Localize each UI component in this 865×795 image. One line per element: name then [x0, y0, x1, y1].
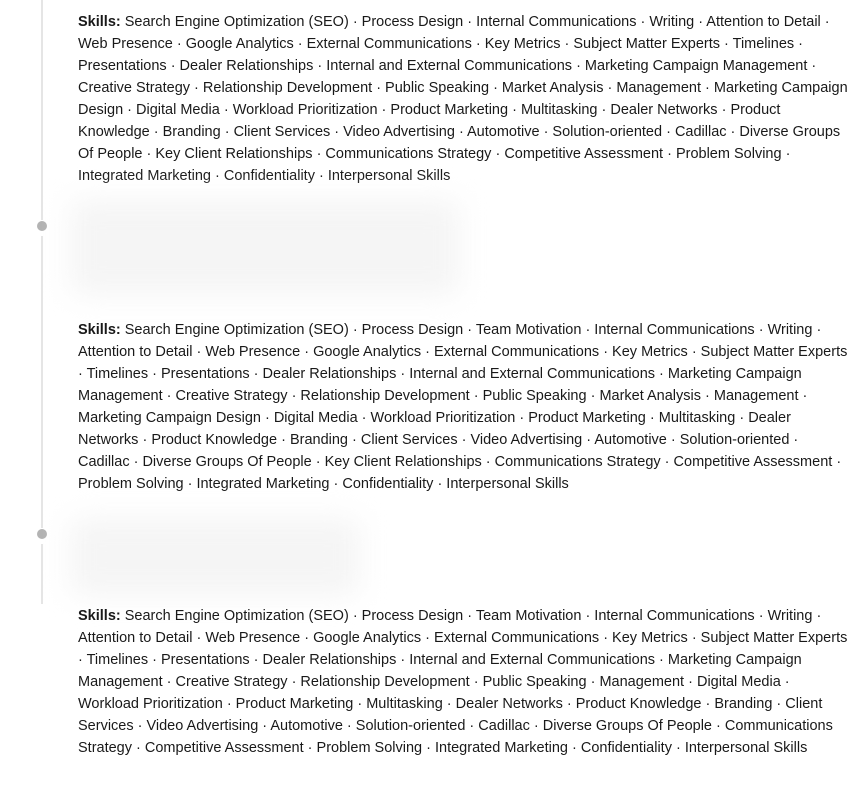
skills-list: Search Engine Optimization (SEO) · Process Design · Internal Communications · Writing · Attention to Detail · Web Presence · Google Analytics · External Communications · Key Metrics · Subject Matter Experts · Timelines · Presentations · Dealer Relationships · Internal and External Communications · Marketing Campaign Management · Creative Strategy · Relationship Development · Public Speaking · Market Analysis · Management · Marketing Campaign Design · Digital Media · Workload Prioritization · Product Marketing · Multitasking · Dealer Networks · Product Knowledge · Branding · Client Services · Video Advertising · Automotive · Solution-oriented · Cadillac · Diverse Groups Of People · Key Client Relationships · Communications Strategy · Competitive Assessment · Problem Solving · Integrated Marketing · Confidentiality · Interpersonal Skills	[78, 14, 848, 184]
skills-section	[78, 605, 850, 759]
redacted-position-details	[70, 200, 460, 295]
skills-list: Search Engine Optimization (SEO) · Process Design · Team Motivation · Internal Communications · Writing · Attention to Detail · Web Presence · Google Analytics · External Communications · Key Metrics · Subject Matter Experts · Timelines · Presentations · Dealer Relationships · Internal and External Communications · Marketing Campaign Management · Creative Strategy · Relationship Development · Public Speaking · Market Analysis · Management · Marketing Campaign Design · Digital Media · Workload Prioritization · Product Marketing · Multitasking · Dealer Networks · Product Knowledge · Branding · Client Services · Video Advertising · Automotive · Solution-oriented · Cadillac · Diverse Groups Of People · Key Client Relationships · Communications Strategy · Competitive Assessment · Problem Solving · Integrated Marketing · Confidentiality · Interpersonal Skills	[78, 322, 848, 492]
skills-label: Skills:	[78, 14, 121, 30]
skills-section	[78, 319, 850, 495]
timeline-connector	[41, 236, 43, 528]
timeline-dot	[37, 221, 47, 231]
timeline-connector	[41, 0, 43, 220]
timeline-connector	[41, 544, 43, 604]
timeline-dot	[37, 529, 47, 539]
skills-label: Skills:	[78, 322, 121, 338]
skills-section	[78, 11, 850, 187]
skills-list: Search Engine Optimization (SEO) · Process Design · Team Motivation · Internal Communications · Writing · Attention to Detail · Web Presence · Google Analytics · External Communications · Key Metrics · Subject Matter Experts · Timelines · Presentations · Dealer Relationships · Internal and External Communications · Marketing Campaign Management · Creative Strategy · Relationship Development · Public Speaking · Management · Digital Media · Workload Prioritization · Product Marketing · Multitasking · Dealer Networks · Product Knowledge · Branding · Client Services · Video Advertising · Automotive · Solution-oriented · Cadillac · Diverse Groups Of People · Communications Strategy · Competitive Assessment · Problem Solving · Integrated Marketing · Confidentiality · Interpersonal Skills	[78, 608, 848, 756]
redacted-position-details	[70, 518, 360, 596]
skills-label: Skills:	[78, 608, 121, 624]
